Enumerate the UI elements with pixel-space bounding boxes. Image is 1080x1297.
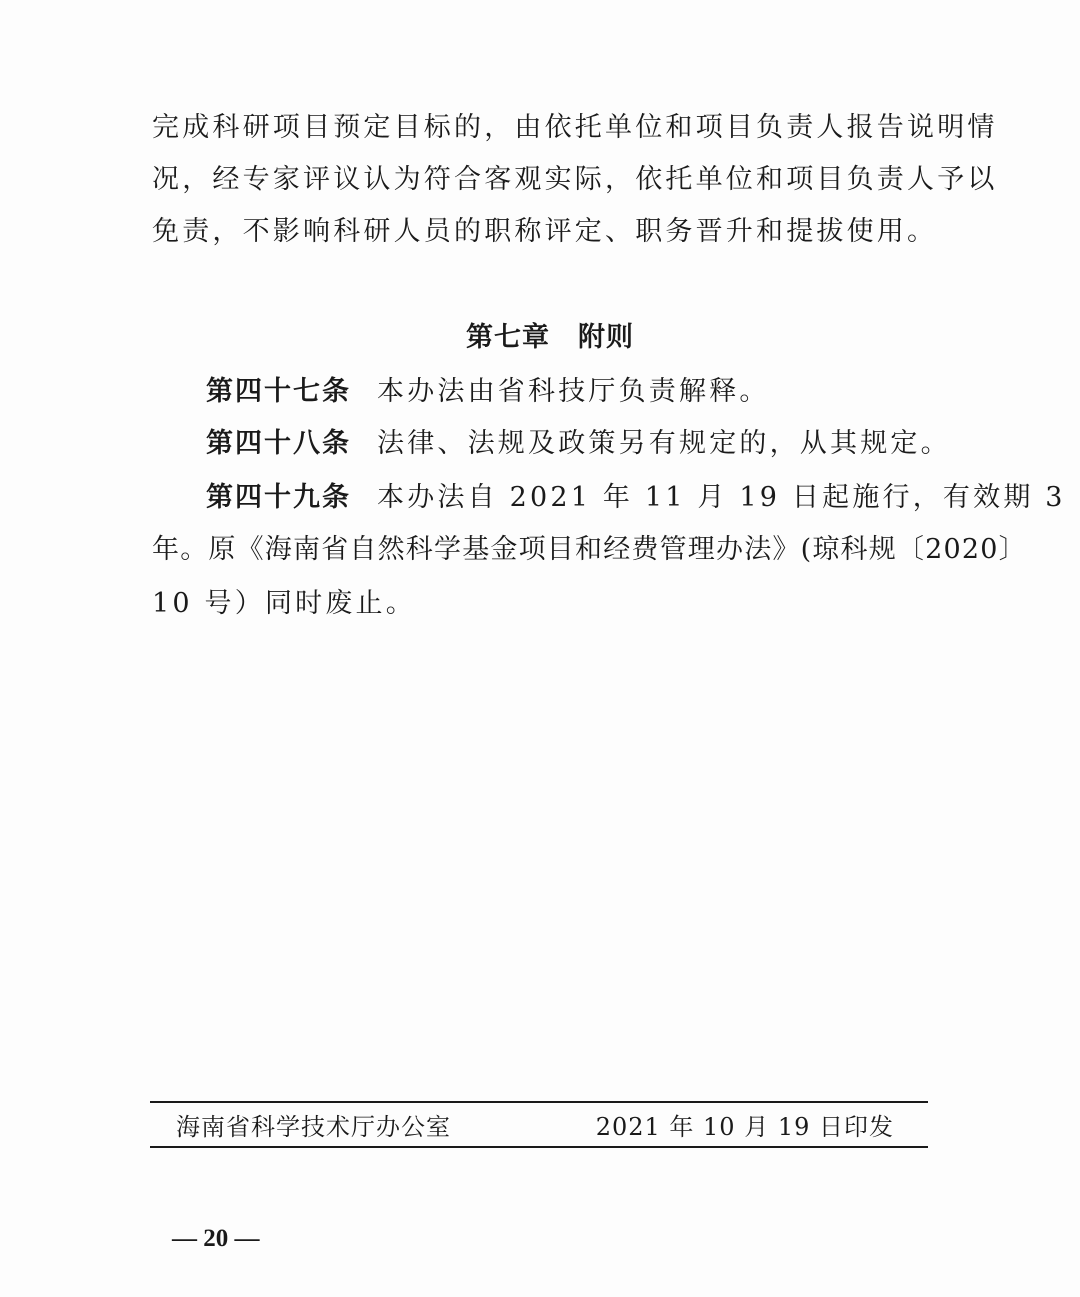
article-text: 法律、法规及政策另有规定的，从其规定。	[377, 428, 951, 459]
chapter-title: 附则	[578, 322, 634, 353]
footer-issue-date: 2021 年 10 月 19 日印发	[595, 1113, 894, 1141]
article-label: 第四十八条	[206, 428, 351, 459]
paragraph-line-3: 免责，不影响科研人员的职称评定、职务晋升和提拔使用。	[152, 216, 938, 247]
article-text-line-1: 本办法自 2021 年 11 月 19 日起施行，有效期 3	[377, 482, 1066, 513]
paragraph-line-2: 况，经专家评议认为符合客观实际，依托单位和项目负责人予以	[152, 164, 998, 195]
page-number: — 20 —	[172, 1225, 260, 1252]
article-49-line-2: 年。原《海南省自然科学基金项目和经费管理办法》(琼科规〔2020〕	[152, 534, 1027, 565]
chapter-heading	[0, 318, 1080, 358]
footer-bottom-rule	[150, 1146, 928, 1148]
article-label: 第四十七条	[206, 376, 351, 407]
article-47	[206, 372, 770, 412]
article-49-line-3: 10 号）同时废止。	[152, 588, 416, 619]
footer-issuer: 海南省科学技术厅办公室	[176, 1113, 451, 1141]
article-48	[206, 424, 951, 464]
chapter-number: 第七章	[466, 322, 550, 353]
article-label: 第四十九条	[206, 482, 351, 513]
footer-top-rule	[150, 1101, 928, 1103]
paragraph-line-1: 完成科研项目预定目标的，由依托单位和项目负责人报告说明情	[152, 112, 998, 143]
article-text: 本办法由省科技厅负责解释。	[377, 376, 770, 407]
article-49	[206, 478, 1066, 518]
